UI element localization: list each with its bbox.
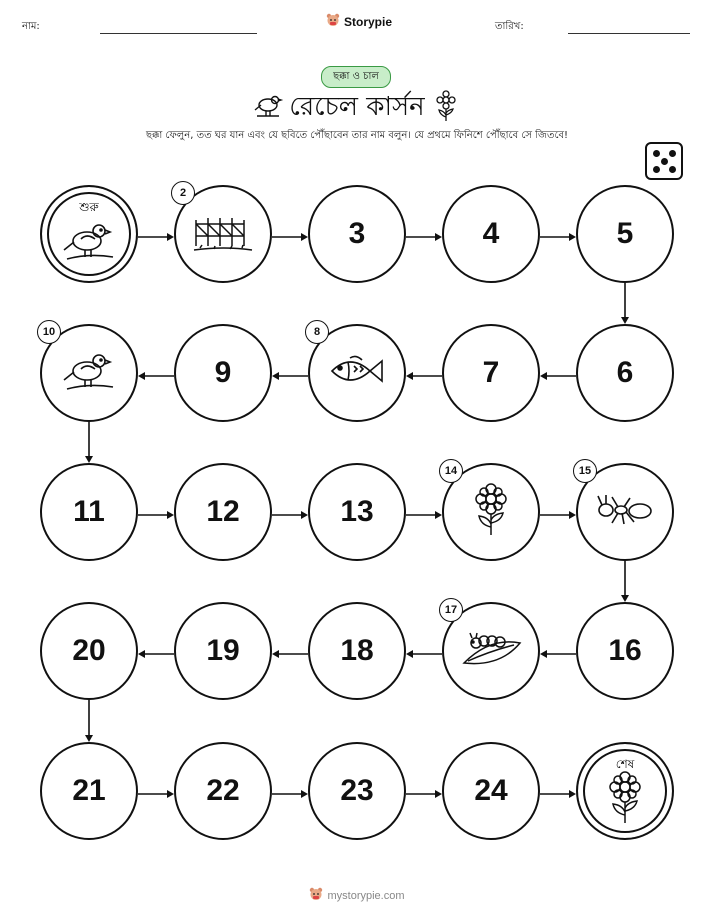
brand-name: Storypie xyxy=(344,14,393,29)
board-space[interactable] xyxy=(576,185,674,283)
start-space[interactable] xyxy=(40,185,138,283)
finish-label: শেষ xyxy=(615,757,635,771)
space-number: 19 xyxy=(206,634,240,667)
path-arrow xyxy=(266,645,314,664)
board-space[interactable] xyxy=(308,185,406,283)
space-number: 5 xyxy=(616,217,634,250)
board-space[interactable] xyxy=(174,742,272,840)
path-arrow xyxy=(534,506,582,525)
path-arrow xyxy=(83,416,95,473)
path-arrow xyxy=(400,506,448,525)
space-number-badge: 17 xyxy=(439,598,463,622)
dice-icon[interactable] xyxy=(645,142,683,180)
space-number: 16 xyxy=(608,634,642,667)
flower-icon xyxy=(432,90,460,126)
space-number: 20 xyxy=(72,634,106,667)
board-space[interactable] xyxy=(308,463,406,561)
bear-icon xyxy=(326,13,340,30)
space-number-badge: 2 xyxy=(171,181,195,205)
board-space[interactable] xyxy=(576,602,674,700)
path-arrow xyxy=(266,228,314,247)
space-number-badge: 14 xyxy=(439,459,463,483)
board-space[interactable] xyxy=(174,324,272,422)
path-arrow xyxy=(132,228,180,247)
board-space[interactable] xyxy=(308,742,406,840)
path-arrow xyxy=(132,645,180,664)
path-arrow xyxy=(534,785,582,804)
brand-logo xyxy=(326,13,392,30)
path-arrow xyxy=(132,367,180,386)
space-number: 9 xyxy=(214,356,232,389)
bird-icon xyxy=(61,347,117,399)
path-arrow xyxy=(83,694,95,752)
space-number: 11 xyxy=(73,495,105,528)
bear-icon xyxy=(309,887,323,904)
page-title: রেচেল কার্সন xyxy=(289,92,425,122)
footer-url[interactable]: mystorypie.com xyxy=(327,889,405,902)
path-arrow xyxy=(534,645,582,664)
board-space[interactable] xyxy=(174,602,272,700)
instructions: ছক্কা ফেলুন, তত ঘর যান এবং যে ছবিতে পৌঁছাবেন তার নাম বলুন। যে প্রথমে ফিনিশে পৌঁছাবে সে জিতবে! xyxy=(145,130,569,141)
path-arrow xyxy=(266,785,314,804)
date-line[interactable] xyxy=(568,33,690,34)
space-number: 3 xyxy=(348,217,366,250)
space-number: 22 xyxy=(206,774,240,807)
board-space[interactable] xyxy=(308,602,406,700)
space-number: 21 xyxy=(72,774,106,807)
path-arrow xyxy=(619,555,631,612)
path-arrow xyxy=(400,367,448,386)
path-arrow xyxy=(619,277,631,334)
name-line[interactable] xyxy=(100,33,257,34)
space-number-badge: 10 xyxy=(37,320,61,344)
board-space[interactable] xyxy=(40,463,138,561)
flower-icon xyxy=(469,483,513,541)
start-label: শুরু xyxy=(79,200,99,214)
finish-space[interactable] xyxy=(576,742,674,840)
caterpillar-icon xyxy=(460,629,522,673)
game-type-tag: ছক্কা ও চাল xyxy=(321,66,391,88)
space-number: 12 xyxy=(206,495,240,528)
path-arrow xyxy=(400,785,448,804)
path-arrow xyxy=(400,645,448,664)
path-arrow xyxy=(534,228,582,247)
space-number: 4 xyxy=(482,217,500,250)
space-number: 24 xyxy=(474,774,508,807)
path-arrow xyxy=(132,506,180,525)
board-space[interactable] xyxy=(40,602,138,700)
space-number: 23 xyxy=(340,774,374,807)
date-label: তারিখ: xyxy=(495,21,524,32)
flower-icon xyxy=(603,771,647,829)
path-arrow xyxy=(266,367,314,386)
path-arrow xyxy=(534,367,582,386)
space-number: 6 xyxy=(616,356,634,389)
board-space[interactable] xyxy=(174,463,272,561)
space-number: 18 xyxy=(340,634,374,667)
bird-icon xyxy=(61,217,117,269)
space-number-badge: 15 xyxy=(573,459,597,483)
board-space[interactable] xyxy=(40,742,138,840)
space-number-badge: 8 xyxy=(305,320,329,344)
path-arrow xyxy=(132,785,180,804)
board-space[interactable] xyxy=(442,742,540,840)
fence-icon xyxy=(192,210,254,258)
space-number: 13 xyxy=(340,495,374,528)
board-space[interactable] xyxy=(442,185,540,283)
board-space[interactable] xyxy=(576,324,674,422)
fish-icon xyxy=(326,350,388,396)
path-arrow xyxy=(400,228,448,247)
board-space[interactable] xyxy=(442,324,540,422)
space-number: 7 xyxy=(482,356,500,389)
name-label: নাম: xyxy=(22,21,40,32)
ant-icon xyxy=(594,490,656,534)
footer xyxy=(0,887,714,904)
path-arrow xyxy=(266,506,314,525)
